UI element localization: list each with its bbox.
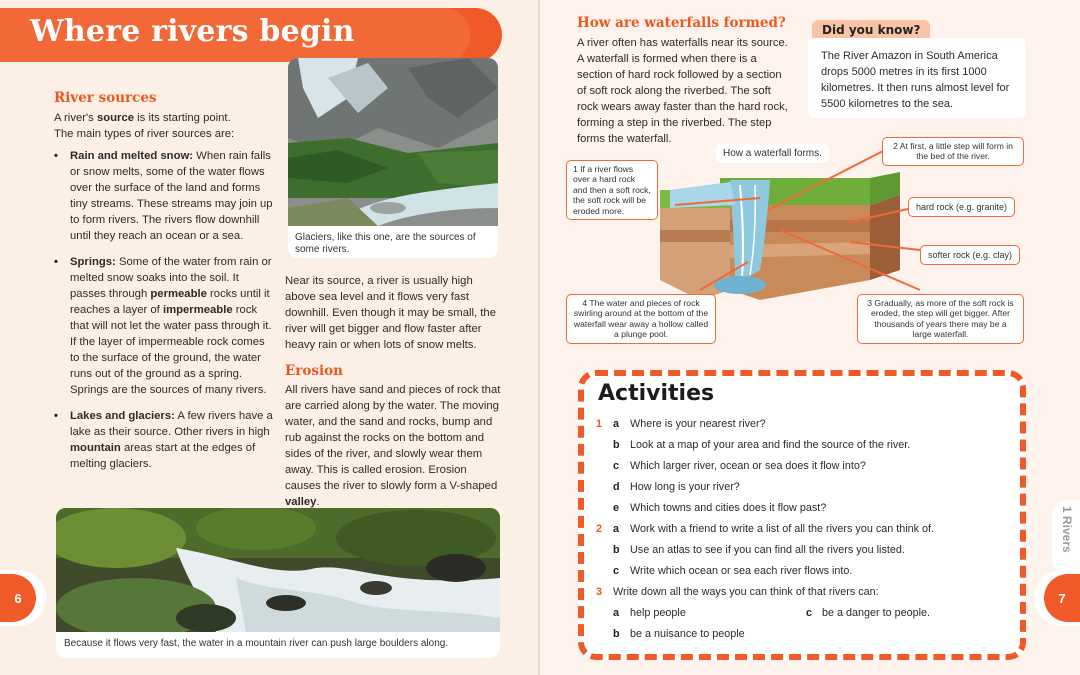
plunge-pool xyxy=(714,276,766,294)
erosion-heading: Erosion xyxy=(285,363,343,379)
diagram-step-3: 3 Gradually, as more of the soft rock is eroded, the step will get bigger. After thousands of years there may be a large waterfall. xyxy=(857,294,1024,344)
list-item: • Springs: Some of the water from rain or melted snow soaks into the soil. It passes through permeable rocks until it reaches a layer of impermeable rock that will not let the water pass through it. If the layer of impermeable rock comes to the surface of the ground, the water runs out of the ground as a spring. Springs are the sources of many rivers. xyxy=(54,254,276,398)
did-you-know-title: Did you know? xyxy=(812,20,930,40)
hard-rock-label: hard rock (e.g. granite) xyxy=(908,197,1015,217)
activities-title: Activities xyxy=(598,381,715,406)
waterfalls-heading: How are waterfalls formed? xyxy=(577,15,786,31)
waterfall-diagram xyxy=(640,150,960,310)
diagram-step-1: 1 If a river flows over a hard rock and then a soft rock, the soft rock will be eroded more. xyxy=(566,160,658,220)
chapter-side-label: 1 Rivers xyxy=(1060,506,1074,553)
mountain-river-photo xyxy=(56,508,500,632)
list-item: • Lakes and glaciers: A few rivers have a lake as their source. Other rivers in high mountain areas start at the edges of melting glaciers. xyxy=(54,408,276,472)
near-source-paragraph: Near its source, a river is usually high above sea level and it flows very fast downhill. Even though it may be small, the river will get bigger and flow faster after heavy rain or when lots of snow melts. xyxy=(285,275,496,351)
diagram-step-4: 4 The water and pieces of rock swirling around at the bottom of the waterfall wear away a hollow called a plunge pool. xyxy=(566,294,716,344)
list-item: • Rain and melted snow: When rain falls or snow melts, some of the water flows over the surface of the land and forms tiny streams. These streams may join up to form rivers. The rivers flow downhill until they reach an ocean or a sea. xyxy=(54,148,276,244)
river-sources-heading: River sources xyxy=(54,90,157,106)
erosion-paragraph: All rivers have sand and pieces of rock that are carried along by the water. The moving water, and the sand and rocks, bump and rub against the rocks on the bottom and sides of the river, and slowly wear them away. This is called erosion. Erosion causes the river to slowly form a V-shaped valley. xyxy=(285,384,501,508)
rock-side xyxy=(870,195,900,280)
river-sources-list xyxy=(54,148,276,480)
diagram-title: How a waterfall forms. xyxy=(716,144,829,163)
soft-rock-label: softer rock (e.g. clay) xyxy=(920,245,1020,265)
page-number-right: 7 xyxy=(1044,574,1080,622)
mountain-river-photo-card xyxy=(56,508,500,658)
rock-stripe xyxy=(660,230,730,242)
glacier-caption: Glaciers, like this one, are the sources of some rivers. xyxy=(288,228,498,258)
diagram-step-2: 2 At first, a little step will form in the bed of the river. xyxy=(882,137,1024,166)
page-title: Where rivers begin xyxy=(30,14,355,49)
waterfalls-paragraph: A river often has waterfalls near its source. A waterfall is formed when there is a section of hard rock followed by a section of soft rock along the riverbed. The soft rock wears away faster than the hard rock, forming a step in the riverbed. The step forms the waterfall. xyxy=(577,37,788,145)
glacier-photo-card xyxy=(288,58,498,258)
page-gutter xyxy=(538,0,540,675)
river-sources-intro: A river's source is its starting point. The main types of river sources are: xyxy=(54,112,235,140)
page-number-left: 6 xyxy=(0,574,36,622)
glacier-photo xyxy=(288,58,498,226)
did-you-know-text: The River Amazon in South America drops 5000 metres in its first 1000 kilometres. It then runs almost level for 5500 kilometres to the sea. xyxy=(821,50,1010,110)
mountain-river-caption: Because it flows very fast, the water in a mountain river can push large boulders along. xyxy=(56,634,500,654)
